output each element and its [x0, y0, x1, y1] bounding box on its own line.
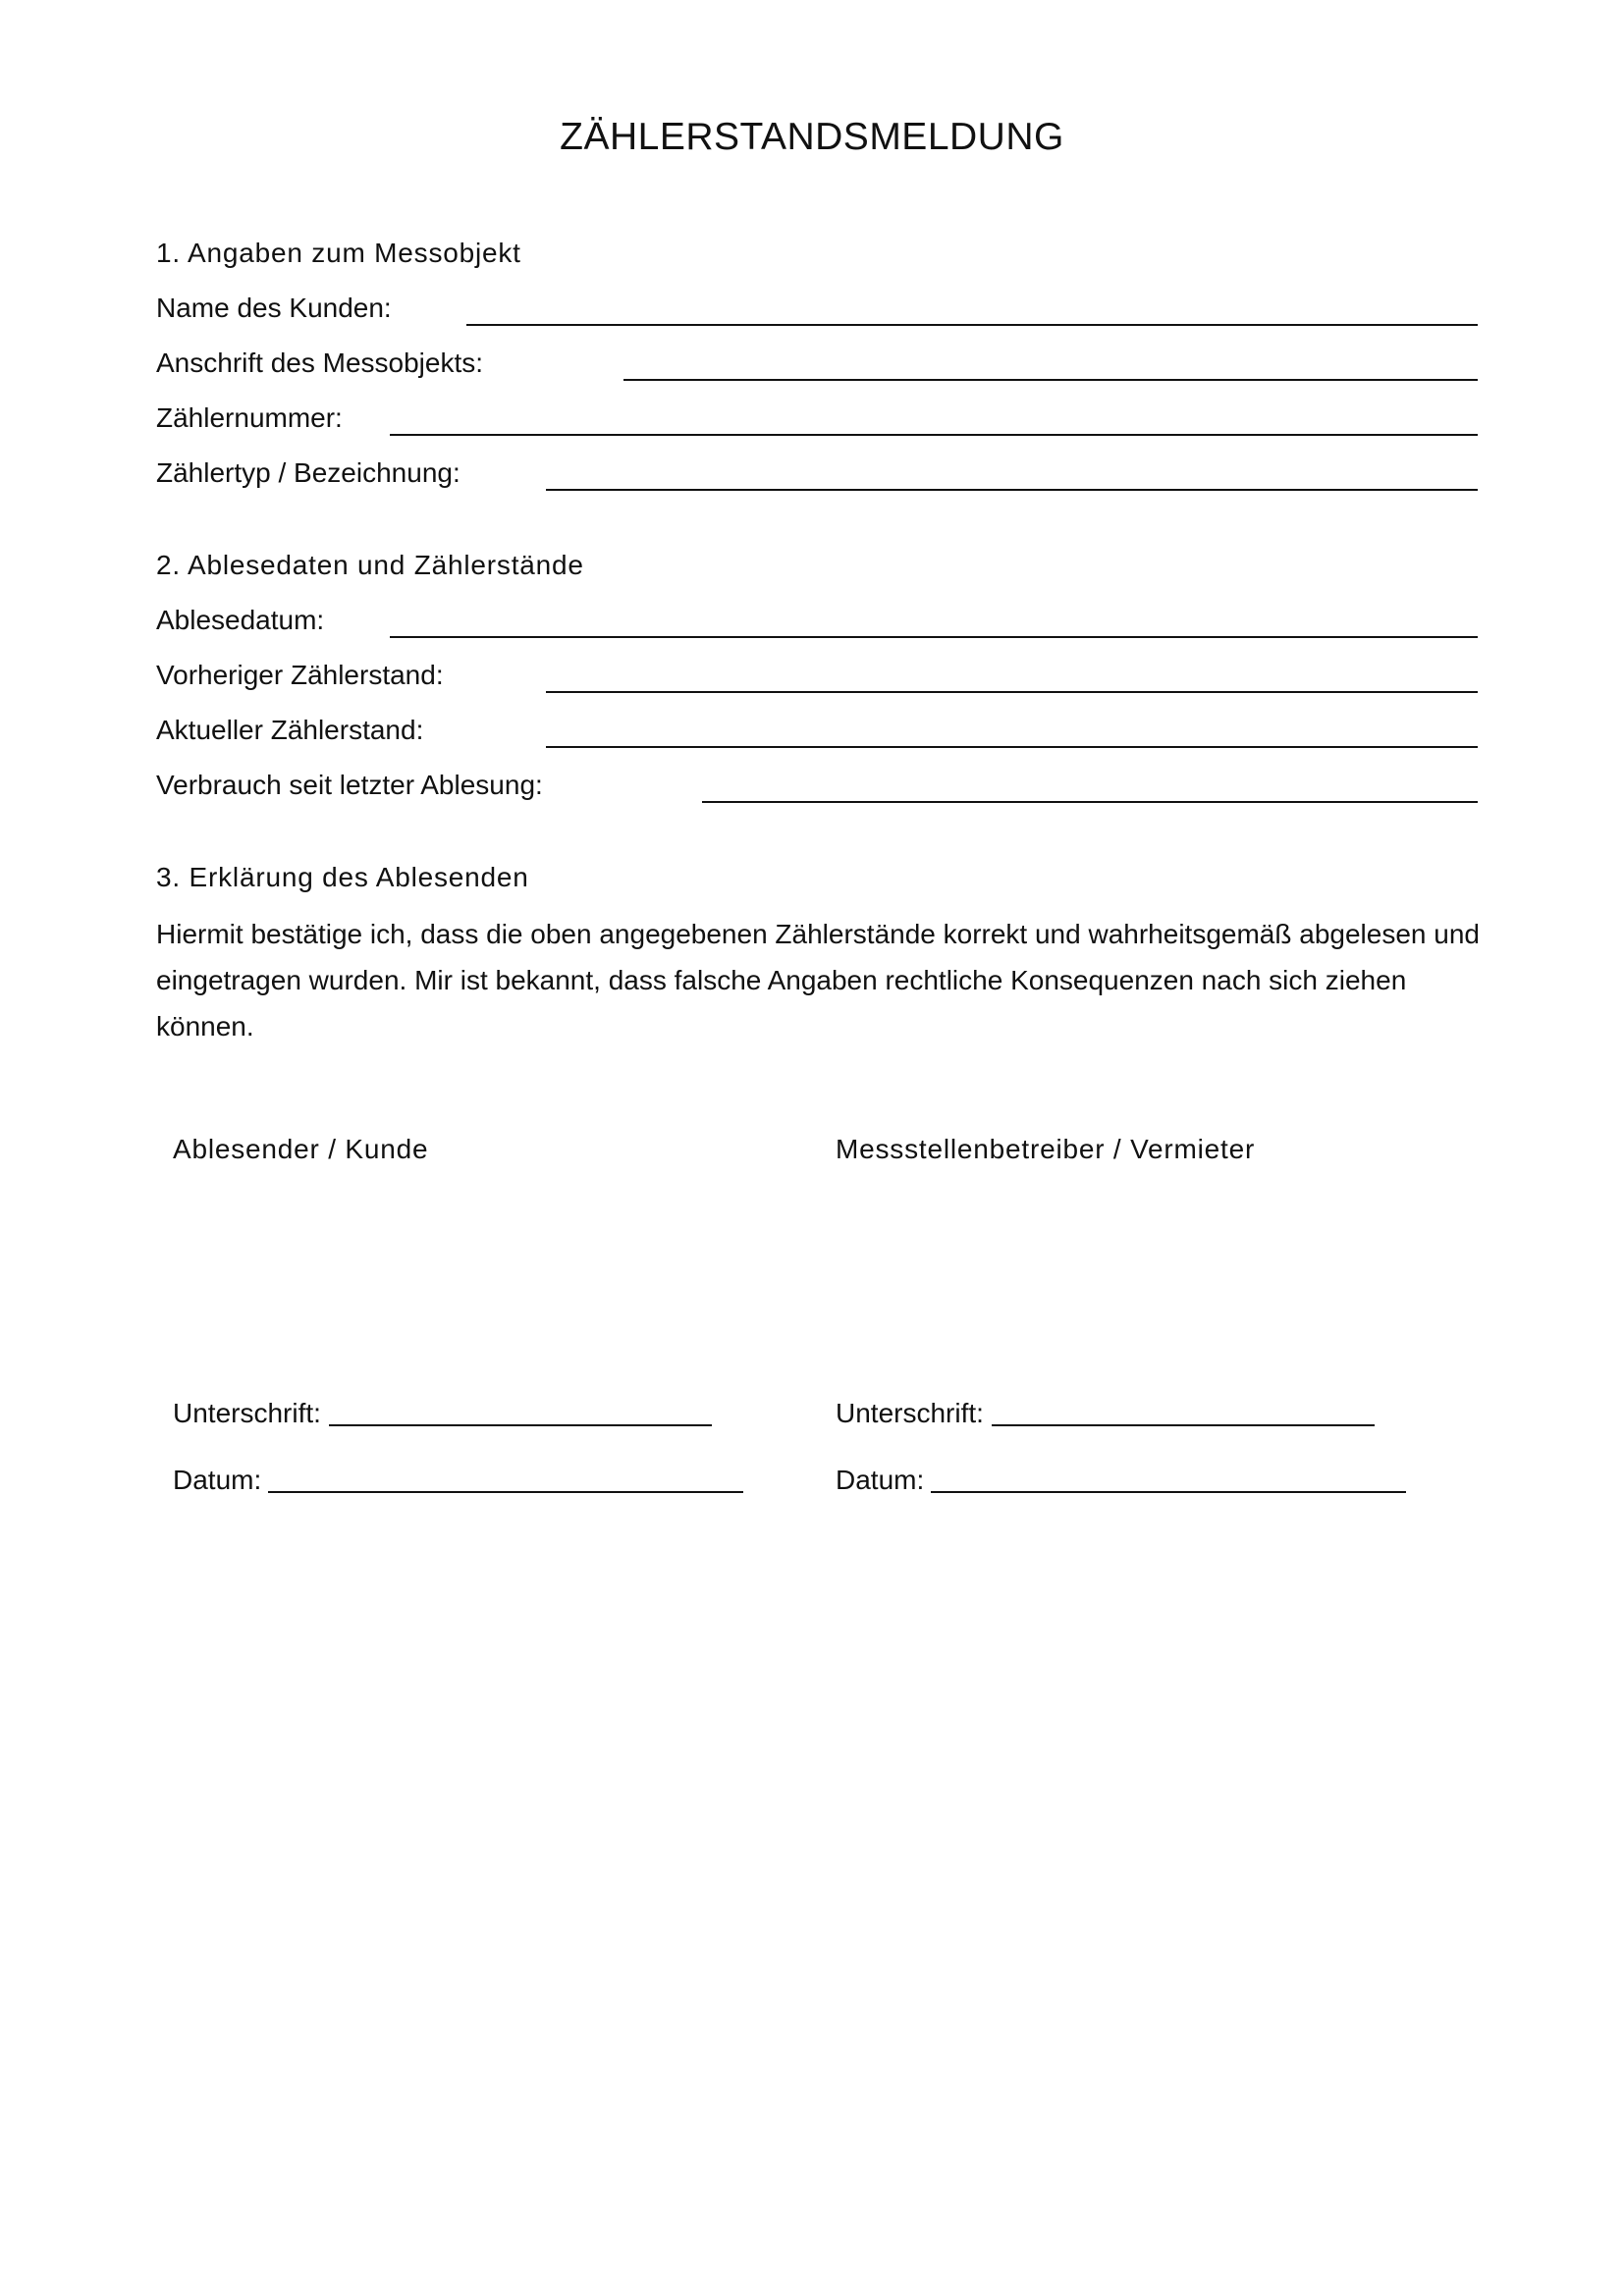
section-heading-readings: 2. Ablesedaten und Zählerstände [156, 550, 584, 580]
date-label-reader: Datum: [173, 1465, 262, 1495]
label-current-reading: Aktueller Zählerstand: [156, 715, 424, 745]
meter-number-field[interactable] [390, 434, 1478, 436]
previous-reading-field[interactable] [546, 691, 1478, 693]
meter-type-field[interactable] [546, 489, 1478, 491]
signature-label-reader: Unterschrift: [173, 1398, 321, 1428]
label-meter-type: Zählertyp / Bezeichnung: [156, 457, 460, 488]
signature-heading-reader: Ablesender / Kunde [173, 1134, 429, 1164]
label-reading-date: Ablesedatum: [156, 605, 325, 635]
object-address-field[interactable] [623, 379, 1478, 381]
current-reading-field[interactable] [546, 746, 1478, 748]
signature-label-operator: Unterschrift: [836, 1398, 984, 1428]
customer-name-field[interactable] [466, 324, 1478, 326]
date-label-operator: Datum: [836, 1465, 925, 1495]
label-meter-number: Zählernummer: [156, 402, 343, 433]
declaration-text: Hiermit bestätige ich, dass die oben angegebenen Zählerstände korrekt und wahrheitsgemäß abgelesen und eingetragen wurden. Mir ist bekannt, dass falsche Angaben rechtliche Konsequenzen nach sich ziehen können. [156, 919, 1480, 1041]
date-line-reader[interactable] [268, 1491, 743, 1493]
label-consumption: Verbrauch seit letzter Ablesung: [156, 770, 543, 800]
section-heading-messobjekt: 1. Angaben zum Messobjekt [156, 238, 521, 268]
section-heading-declaration: 3. Erklärung des Ablesenden [156, 862, 529, 892]
signature-heading-operator: Messstellenbetreiber / Vermieter [836, 1134, 1256, 1164]
document-title: ZÄHLERSTANDSMELDUNG [560, 116, 1064, 158]
label-customer-name: Name des Kunden: [156, 293, 392, 323]
label-object-address: Anschrift des Messobjekts: [156, 347, 484, 378]
consumption-field[interactable] [702, 801, 1478, 803]
reading-date-field[interactable] [390, 636, 1478, 638]
signature-line-operator[interactable] [992, 1424, 1375, 1426]
label-previous-reading: Vorheriger Zählerstand: [156, 660, 444, 690]
date-line-operator[interactable] [931, 1491, 1406, 1493]
signature-line-reader[interactable] [329, 1424, 712, 1426]
